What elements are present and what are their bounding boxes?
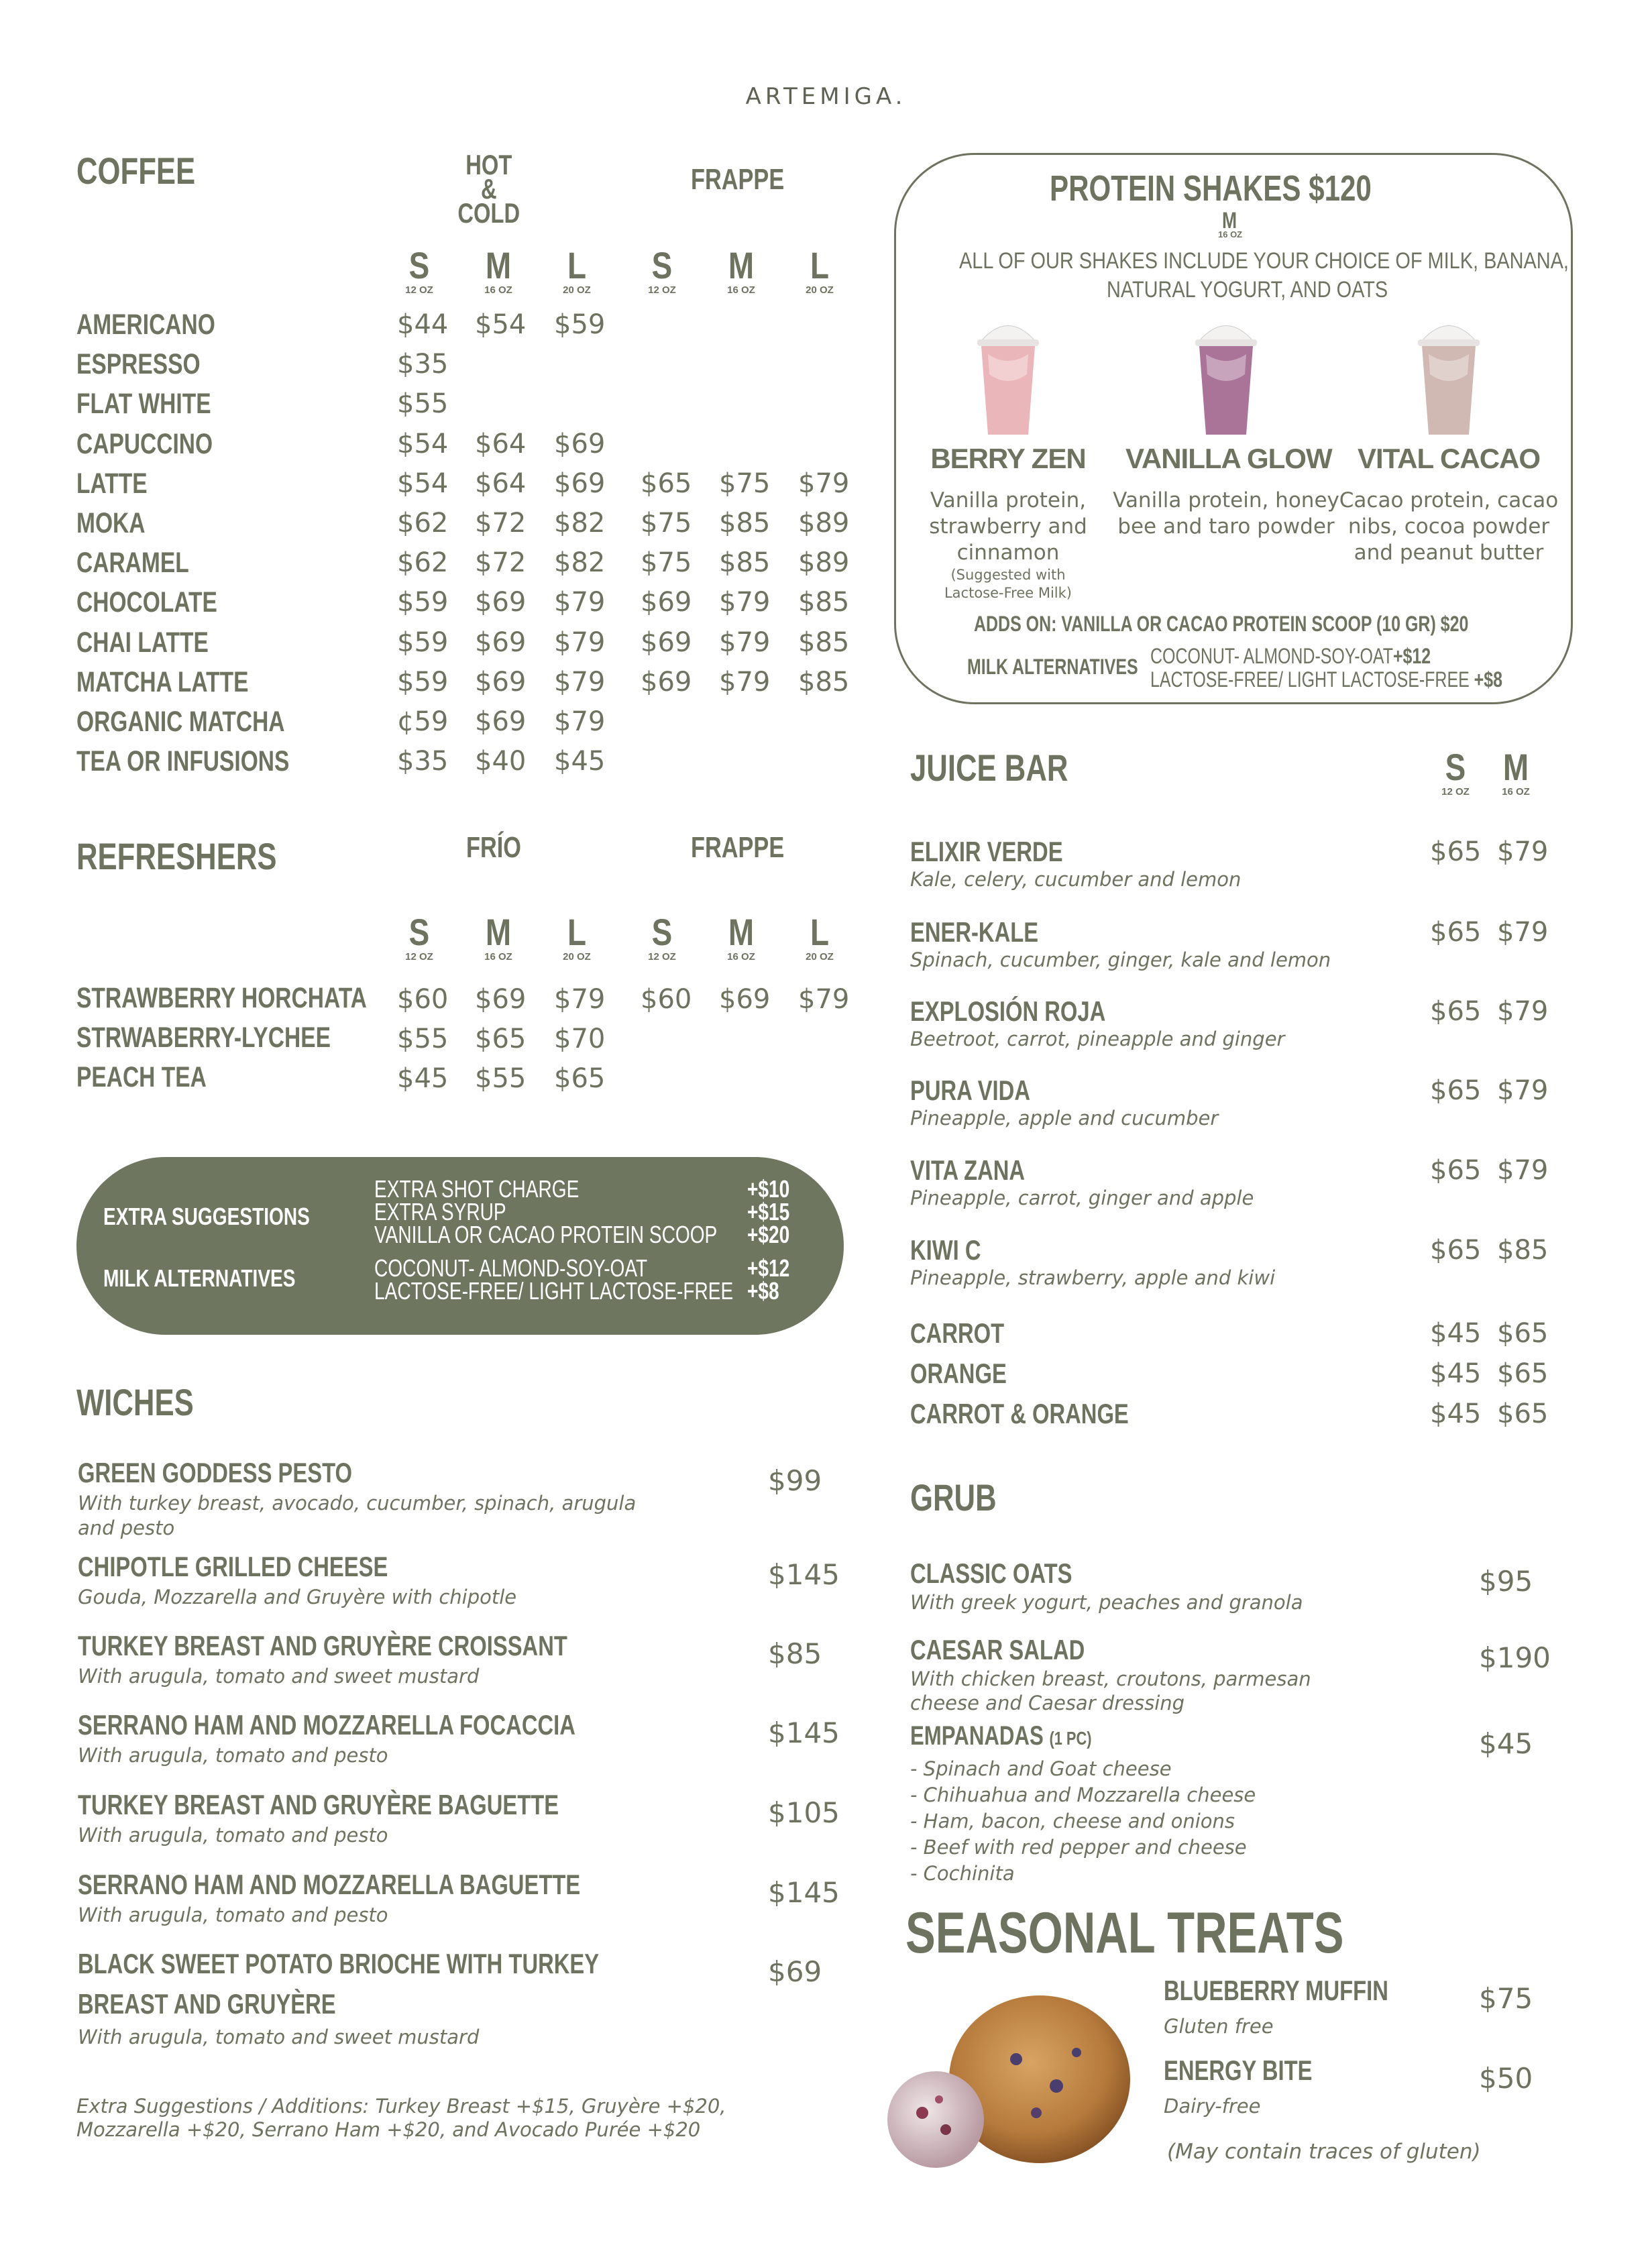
wich-desc: With arugula, tomato and pesto — [78, 1824, 388, 1847]
coffee-item-price: $69 — [641, 587, 692, 618]
juice-desc: Pineapple, apple and cucumber — [910, 1107, 1219, 1130]
size-letter: S — [651, 911, 673, 953]
shake-desc: bee and taro powder — [1117, 514, 1335, 539]
coffee-item-price: ¢59 — [397, 706, 449, 737]
coffee-item-price: $89 — [798, 547, 850, 579]
wich-price: $145 — [768, 1876, 840, 1909]
juice-price-m: $79 — [1497, 996, 1549, 1027]
wiches-footnote-2: Mozzarella +$20, Serrano Ham +$20, and Avocado Purée +$20 — [76, 2118, 701, 2141]
juice-desc: Kale, celery, cucumber and lemon — [910, 868, 1242, 891]
wich-desc: With arugula, tomato and sweet mustard — [78, 1665, 480, 1688]
shake-desc: and peanut butter — [1354, 541, 1544, 565]
juice-price-s: $45 — [1430, 1358, 1482, 1389]
empanadas-name — [910, 1721, 1092, 1751]
coffee-item-price: $69 — [475, 666, 527, 698]
size-header-cell — [625, 911, 699, 963]
coffee-item-price: $64 — [475, 468, 527, 499]
extra-line-text: COCONUT- ALMOND-SOY-OAT — [374, 1254, 648, 1282]
size-oz: 20 OZ — [806, 284, 834, 296]
shakes-milk-label: MILK ALTERNATIVES — [967, 655, 1138, 679]
coffee-item-price: $75 — [719, 468, 771, 499]
juice-price-s: $65 — [1430, 1235, 1482, 1266]
refresher-item-price: $79 — [798, 984, 850, 1015]
coffee-item-price: $59 — [397, 666, 449, 698]
size-letter: S — [408, 244, 430, 286]
seasonal-name: ENERGY BITE — [1164, 2054, 1313, 2086]
coffee-item-price: $85 — [798, 587, 850, 618]
refreshers-col-frappe: FRAPPE — [691, 831, 785, 864]
shakes-milk-1-text: COCONUT- ALMOND-SOY-OAT — [1150, 644, 1393, 668]
juice-name: EXPLOSIÓN ROJA — [910, 995, 1106, 1027]
coffee-item-name: MATCHA LATTE — [76, 665, 249, 698]
coffee-item-price: $79 — [554, 706, 606, 737]
grub-price: $95 — [1479, 1565, 1533, 1598]
empanada-option: - Beef with red pepper and cheese — [910, 1836, 1247, 1859]
empanada-option: - Spinach and Goat cheese — [910, 1757, 1172, 1780]
shake-desc: Cacao protein, cacao — [1339, 488, 1559, 512]
grub-price: $190 — [1479, 1641, 1551, 1674]
coffee-item-price: $69 — [641, 626, 692, 658]
extras-panel — [76, 1157, 844, 1335]
coffee-item-name: TEA OR INFUSIONS — [76, 745, 290, 778]
coffee-item-price: $59 — [397, 626, 449, 658]
shakes-milk-1 — [1150, 644, 1431, 669]
size-header-cell — [783, 911, 857, 963]
extra-line-price: +$20 — [747, 1221, 790, 1248]
size-oz: 16 OZ — [484, 284, 512, 296]
juice-price-s: $45 — [1430, 1398, 1482, 1429]
coffee-item-price: $55 — [397, 388, 449, 420]
wich-price: $69 — [768, 1955, 822, 1988]
seasonal-desc: Gluten free — [1164, 2015, 1274, 2038]
juice-price-m: $85 — [1497, 1235, 1549, 1266]
wich-price: $145 — [768, 1558, 840, 1591]
empanadas-label: EMPANADAS — [910, 1721, 1044, 1751]
extra-line-text: VANILLA OR CACAO PROTEIN SCOOP — [374, 1221, 718, 1248]
milk-alternatives-label: MILK ALTERNATIVES — [103, 1264, 296, 1292]
shake-desc: nibs, cocoa powder — [1347, 514, 1550, 539]
size-letter: L — [810, 244, 830, 286]
coffee-title: COFFEE — [76, 150, 196, 192]
coffee-item-price: $59 — [554, 309, 606, 340]
shakes-milk-2-text: LACTOSE-FREE/ LIGHT LACTOSE-FREE — [1150, 667, 1470, 692]
juice-name: KIWI C — [910, 1234, 981, 1266]
refresher-item-price: $60 — [641, 984, 692, 1015]
coffee-item-name: CHAI LATTE — [76, 626, 209, 659]
juice-price-s: $65 — [1430, 836, 1482, 867]
juice-price-m: $79 — [1497, 1155, 1549, 1186]
juice-name: CARROT & ORANGE — [910, 1398, 1129, 1429]
refresher-item-price: $65 — [475, 1024, 527, 1054]
coffee-item-price: $54 — [475, 309, 527, 340]
coffee-item-price: $79 — [719, 666, 771, 698]
shakes-desc-2: NATURAL YOGURT, AND OATS — [1107, 277, 1388, 303]
empanada-option: - Cochinita — [910, 1862, 1015, 1885]
coffee-item-price: $44 — [397, 309, 449, 340]
size-header-cell — [704, 911, 778, 963]
coffee-item-price: $85 — [798, 666, 850, 698]
juice-name: ELIXIR VERDE — [910, 836, 1063, 867]
coffee-item-price: $75 — [641, 508, 692, 539]
shake-note: (Suggested with — [950, 567, 1066, 583]
coffee-item-name: CAPUCCINO — [76, 427, 213, 460]
size-oz: 12 OZ — [405, 284, 433, 296]
coffee-item-price: $85 — [798, 626, 850, 658]
juice-desc: Pineapple, strawberry, apple and kiwi — [910, 1266, 1276, 1289]
shake-desc: Vanilla protein, — [930, 488, 1087, 512]
coffee-item-price: $79 — [798, 468, 850, 499]
grub-desc: With greek yogurt, peaches and granola — [910, 1591, 1303, 1614]
juice-price-s: $65 — [1430, 1155, 1482, 1186]
wich-desc: Gouda, Mozzarella and Gruyère with chipotle — [78, 1586, 517, 1608]
size-oz: 20 OZ — [563, 284, 591, 296]
seasonal-price: $75 — [1479, 1982, 1533, 2015]
shake-name: VANILLA GLOW — [1125, 443, 1332, 474]
size-oz: 12 OZ — [648, 284, 676, 296]
extra-line-price: +$12 — [747, 1254, 790, 1282]
extra-line-price: +$10 — [747, 1175, 790, 1203]
muffin-image — [882, 1985, 1137, 2180]
coffee-item-price: $82 — [554, 547, 606, 579]
size-header-cell — [382, 244, 456, 296]
size-letter: M — [485, 911, 512, 953]
size-letter: S — [408, 911, 430, 953]
coffee-item-price: $69 — [475, 587, 527, 618]
wich-name: CHIPOTLE GRILLED CHEESE — [78, 1551, 388, 1582]
coffee-item-name: MOKA — [76, 507, 146, 539]
extra-line-price: +$8 — [747, 1277, 779, 1305]
size-letter: M — [1502, 746, 1529, 788]
size-header-cell — [461, 911, 535, 963]
juice-name: PURA VIDA — [910, 1075, 1030, 1106]
coffee-col-frappe: FRAPPE — [691, 163, 785, 196]
coffee-item-price: $85 — [719, 508, 771, 539]
grub-title: GRUB — [910, 1476, 997, 1519]
wiches-title: WICHES — [76, 1381, 194, 1423]
coffee-item-price: $69 — [641, 666, 692, 698]
shakes-milk-1-price: +$12 — [1392, 644, 1431, 668]
shake-desc: Vanilla protein, honey — [1113, 488, 1339, 512]
coffee-item-name: AMERICANO — [76, 309, 215, 341]
size-oz: 20 OZ — [806, 951, 834, 963]
refresher-item-price: $65 — [554, 1063, 606, 1094]
size-oz: 20 OZ — [563, 951, 591, 963]
shake-cup-image — [968, 314, 1048, 441]
wich-desc: With turkey breast, avocado, cucumber, spinach, arugula — [78, 1492, 637, 1515]
coffee-item-name: FLAT WHITE — [76, 388, 211, 421]
coffee-item-price: $82 — [554, 508, 606, 539]
refresher-item-price: $60 — [397, 984, 449, 1015]
coffee-item-price: $35 — [397, 746, 449, 777]
shakes-addons: ADDS ON: VANILLA OR CACAO PROTEIN SCOOP (10 GR) $20 — [974, 612, 1469, 636]
wich-desc: With arugula, tomato and pesto — [78, 1744, 388, 1767]
juice-price-s: $45 — [1430, 1318, 1482, 1349]
juice-desc: Pineapple, carrot, ginger and apple — [910, 1187, 1254, 1209]
juice-name: CARROT — [910, 1317, 1005, 1349]
extra-line-text: LACTOSE-FREE/ LIGHT LACTOSE-FREE — [374, 1277, 734, 1305]
extra-line-text: EXTRA SHOT CHARGE — [374, 1175, 580, 1203]
coffee-item-name: CARAMEL — [76, 547, 189, 580]
coffee-item-price: $79 — [719, 587, 771, 618]
coffee-col-hot-cold-label: HOT & COLD — [457, 149, 520, 229]
coffee-item-price: $54 — [397, 428, 449, 459]
wich-desc: With arugula, tomato and pesto — [78, 1904, 388, 1926]
wich-price: $85 — [768, 1637, 822, 1670]
coffee-item-price: $35 — [397, 349, 449, 380]
size-letter: M — [728, 911, 755, 953]
shakes-size: M — [1222, 208, 1237, 233]
coffee-item-price: $69 — [475, 706, 527, 737]
shakes-milk-2 — [1150, 667, 1502, 692]
coffee-item-price: $65 — [641, 468, 692, 499]
size-header-cell — [625, 244, 699, 296]
seasonal-note: (May contain traces of gluten) — [1167, 2140, 1481, 2164]
empanadas-price: $45 — [1479, 1727, 1533, 1760]
size-letter: S — [1445, 746, 1466, 788]
juice-desc: Beetroot, carrot, pineapple and ginger — [910, 1028, 1285, 1050]
coffee-item-price: $72 — [475, 508, 527, 539]
coffee-item-price: $45 — [554, 746, 606, 777]
juice-price-m: $65 — [1497, 1358, 1549, 1389]
size-oz: 16 OZ — [484, 951, 512, 963]
refresher-item-price: $45 — [397, 1063, 449, 1094]
grub-name: CLASSIC OATS — [910, 1557, 1072, 1589]
size-letter: M — [485, 244, 512, 286]
juice-desc: Spinach, cucumber, ginger, kale and lemon — [910, 948, 1331, 971]
shakes-size-oz: 16 OZ — [1218, 229, 1243, 239]
coffee-item-price: $79 — [554, 666, 606, 698]
size-oz: 16 OZ — [1502, 786, 1530, 798]
refresher-item-price: $69 — [719, 984, 771, 1015]
size-oz: 12 OZ — [1441, 786, 1470, 798]
refresher-item-price: $70 — [554, 1024, 606, 1054]
coffee-item-price: $40 — [475, 746, 527, 777]
coffee-item-price: $72 — [475, 547, 527, 579]
empanadas-unit: (1 PC) — [1049, 1728, 1092, 1749]
juice-price-m: $79 — [1497, 917, 1549, 948]
wich-name: SERRANO HAM AND MOZZARELLA FOCACCIA — [78, 1709, 575, 1741]
refresher-item-name: STRAWBERRY HORCHATA — [76, 982, 367, 1014]
coffee-item-price: $75 — [641, 547, 692, 579]
wich-price: $145 — [768, 1716, 840, 1749]
coffee-item-price: $79 — [554, 587, 606, 618]
shake-name: VITAL CACAO — [1357, 443, 1541, 474]
size-oz: 16 OZ — [727, 284, 755, 296]
juice-price-m: $79 — [1497, 836, 1549, 867]
wich-price: $99 — [768, 1464, 822, 1497]
refresher-item-price: $79 — [554, 984, 606, 1015]
shake-name: BERRY ZEN — [930, 443, 1086, 474]
coffee-item-price: $62 — [397, 508, 449, 539]
coffee-item-price: $89 — [798, 508, 850, 539]
shake-cup-image — [1409, 314, 1489, 441]
seasonal-title: SEASONAL TREATS — [905, 1901, 1344, 1965]
size-header-cell — [461, 244, 535, 296]
brand-logo: ARTEMIGA. — [745, 83, 907, 110]
seasonal-desc: Dairy-free — [1164, 2095, 1261, 2118]
size-oz: 12 OZ — [405, 951, 433, 963]
wich-name: TURKEY BREAST AND GRUYÈRE BAGUETTE — [78, 1789, 559, 1820]
juice-price-s: $65 — [1430, 917, 1482, 948]
grub-desc-2: cheese and Caesar dressing — [910, 1692, 1185, 1714]
empanada-option: - Ham, bacon, cheese and onions — [910, 1810, 1235, 1832]
size-header-cell — [382, 911, 456, 963]
juice-price-s: $65 — [1430, 1075, 1482, 1106]
refreshers-title: REFRESHERS — [76, 835, 277, 877]
size-oz: 12 OZ — [648, 951, 676, 963]
juice-price-m: $79 — [1497, 1075, 1549, 1106]
size-letter: M — [728, 244, 755, 286]
coffee-col-hot-cold — [457, 149, 525, 229]
wich-name-line2: BREAST AND GRUYÈRE — [78, 1988, 336, 2020]
refresher-item-price: $69 — [475, 984, 527, 1015]
shake-cup-image — [1186, 314, 1266, 441]
coffee-item-price: $79 — [554, 626, 606, 658]
size-oz: 16 OZ — [727, 951, 755, 963]
size-header-cell — [704, 244, 778, 296]
coffee-item-name: ORGANIC MATCHA — [76, 706, 285, 738]
wich-price: $105 — [768, 1796, 840, 1829]
grub-name: CAESAR SALAD — [910, 1634, 1085, 1665]
wich-name: GREEN GODDESS PESTO — [78, 1457, 352, 1488]
size-letter: L — [567, 244, 587, 286]
wiches-footnote-1: Extra Suggestions / Additions: Turkey Breast +$15, Gruyère +$20, — [76, 2095, 726, 2118]
empanada-option: - Chihuahua and Mozzarella cheese — [910, 1784, 1256, 1806]
refreshers-col-frio: FRÍO — [466, 831, 521, 864]
wich-desc-2: and pesto — [78, 1517, 175, 1539]
coffee-item-name: ESPRESSO — [76, 348, 201, 381]
coffee-item-price: $54 — [397, 468, 449, 499]
size-header-cell — [783, 244, 857, 296]
wich-name: TURKEY BREAST AND GRUYÈRE CROISSANT — [78, 1630, 567, 1661]
coffee-item-price: $85 — [719, 547, 771, 579]
coffee-item-price: $79 — [719, 626, 771, 658]
size-letter: L — [567, 911, 587, 953]
juice-price-m: $65 — [1497, 1318, 1549, 1349]
coffee-item-price: $69 — [475, 626, 527, 658]
extra-suggestions-label: EXTRA SUGGESTIONS — [103, 1203, 310, 1230]
coffee-item-price: $69 — [554, 428, 606, 459]
size-letter: S — [651, 244, 673, 286]
juice-price-m: $65 — [1497, 1398, 1549, 1429]
size-header-cell — [540, 911, 614, 963]
refresher-item-name: PEACH TEA — [76, 1061, 207, 1093]
seasonal-price: $50 — [1479, 2062, 1533, 2095]
coffee-item-name: CHOCOLATE — [76, 586, 217, 619]
coffee-item-price: $64 — [475, 428, 527, 459]
shake-desc: strawberry and — [929, 514, 1087, 539]
coffee-item-price: $62 — [397, 547, 449, 579]
shakes-milk-2-price: +$8 — [1474, 667, 1503, 692]
extra-line-text: EXTRA SYRUP — [374, 1198, 506, 1225]
wich-name: BLACK SWEET POTATO BRIOCHE WITH TURKEY — [78, 1948, 600, 1979]
shake-note-2: Lactose-Free Milk) — [944, 585, 1072, 601]
size-header-cell — [540, 244, 614, 296]
juice-title: JUICE BAR — [910, 747, 1068, 789]
size-letter: L — [810, 911, 830, 953]
juice-name: ORANGE — [910, 1358, 1007, 1389]
refresher-item-price: $55 — [397, 1024, 449, 1054]
coffee-item-price: $59 — [397, 587, 449, 618]
shake-desc: cinnamon — [956, 541, 1060, 565]
juice-name: ENER-KALE — [910, 916, 1039, 948]
size-header-cell — [1479, 746, 1553, 798]
wich-name: SERRANO HAM AND MOZZARELLA BAGUETTE — [78, 1869, 581, 1900]
shakes-title: PROTEIN SHAKES $120 — [1050, 168, 1372, 209]
shakes-desc-1: ALL OF OUR SHAKES INCLUDE YOUR CHOICE OF MILK, BANANA, — [959, 248, 1569, 274]
grub-desc: With chicken breast, croutons, parmesan — [910, 1667, 1311, 1690]
refresher-item-name: STRWABERRY-LYCHEE — [76, 1022, 331, 1054]
juice-price-s: $65 — [1430, 996, 1482, 1027]
coffee-item-price: $69 — [554, 468, 606, 499]
coffee-item-name: LATTE — [76, 467, 148, 500]
wich-desc: With arugula, tomato and sweet mustard — [78, 2026, 480, 2048]
seasonal-name: BLUEBERRY MUFFIN — [1164, 1975, 1388, 2006]
juice-name: VITA ZANA — [910, 1154, 1026, 1186]
refresher-item-price: $55 — [475, 1063, 527, 1094]
extra-line-price: +$15 — [747, 1198, 790, 1225]
